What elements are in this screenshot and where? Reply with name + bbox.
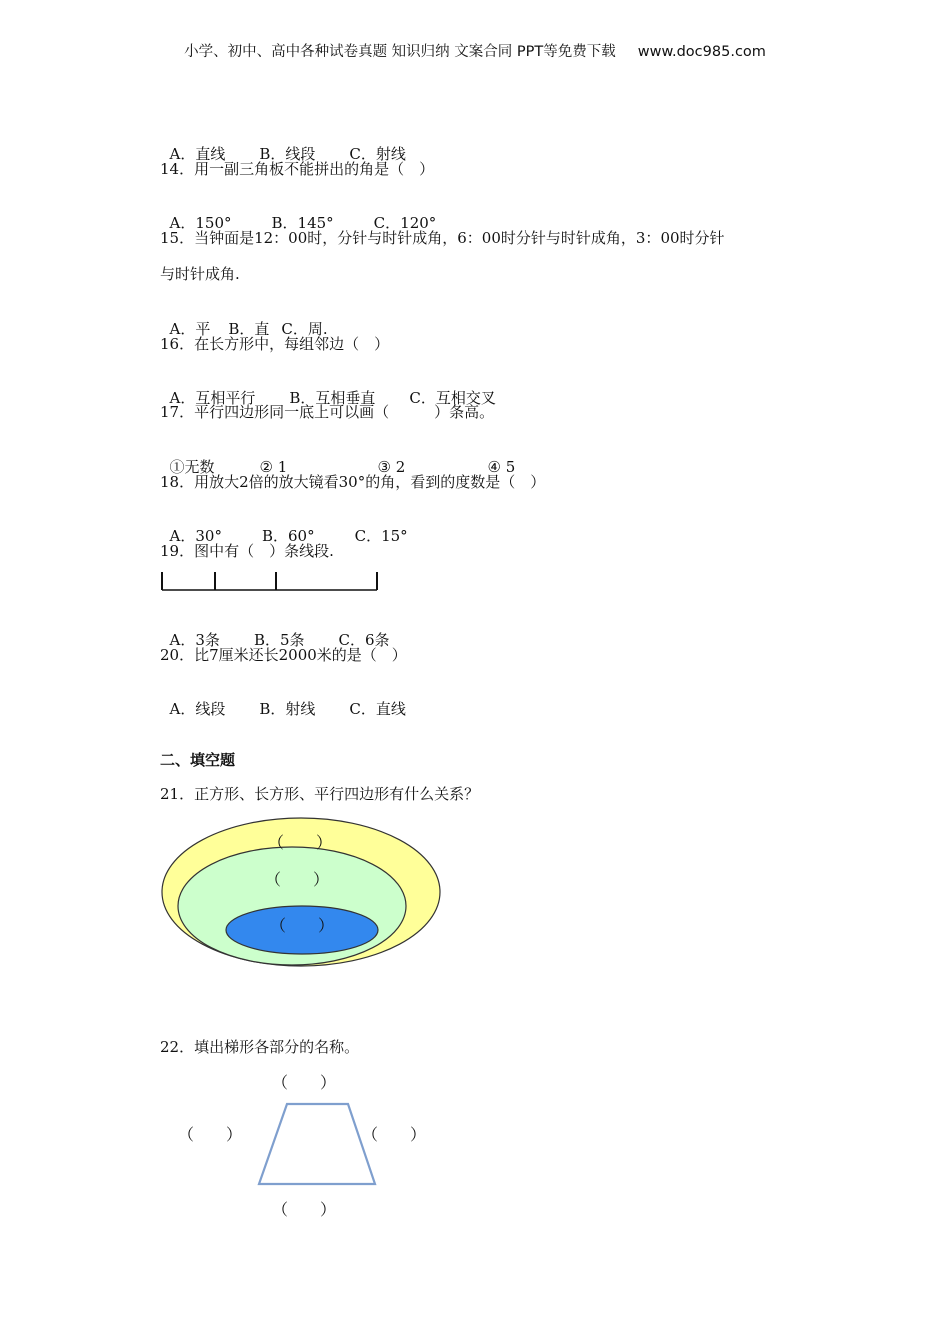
trapezoid xyxy=(259,1104,375,1184)
q18-options xyxy=(160,506,408,546)
question-15-line2: 与时针成角. xyxy=(160,265,240,283)
segment-figure xyxy=(160,570,382,594)
option[interactable]: A．互相平行 xyxy=(169,389,256,407)
question-14: 14．用一副三角板不能拼出的角是（ ） xyxy=(160,160,435,178)
option[interactable]: A．平 xyxy=(169,320,211,338)
header-text: 小学、初中、高中各种试卷真题 知识归纳 文案合同 PPT等免费下载 xyxy=(184,44,616,60)
blank-outer[interactable]: （ ） xyxy=(268,833,333,852)
trapezoid-figure xyxy=(255,1100,379,1188)
option[interactable]: C．射线 xyxy=(349,145,406,163)
q13-options xyxy=(160,124,406,164)
option[interactable]: ①无数 xyxy=(169,458,215,476)
option[interactable]: C．互相交叉 xyxy=(409,389,496,407)
option[interactable]: ② 1 xyxy=(259,458,288,476)
q20-options xyxy=(160,679,406,719)
option[interactable]: C．15° xyxy=(354,527,408,545)
blank-inner[interactable]: （ ） xyxy=(270,916,335,935)
option[interactable]: B．射线 xyxy=(259,700,316,718)
option[interactable]: B．互相垂直 xyxy=(289,389,376,407)
option[interactable]: B．直 xyxy=(228,320,270,338)
option[interactable]: C．6条 xyxy=(338,631,390,649)
question-20: 20．比7厘米还长2000米的是（ ） xyxy=(160,646,407,664)
q19-options xyxy=(160,610,390,650)
option[interactable]: A．3条 xyxy=(169,631,220,649)
option[interactable]: B．5条 xyxy=(253,631,305,649)
question-18: 18．用放大2倍的放大镜看30°的角，看到的度数是（ ） xyxy=(160,473,546,491)
question-21: 21．正方形、长方形、平行四边形有什么关系？ xyxy=(160,785,480,803)
blank-top-base[interactable]: （ ） xyxy=(272,1073,337,1092)
blank-right-leg[interactable]: （ ） xyxy=(362,1125,427,1144)
option[interactable]: C．120° xyxy=(373,214,437,232)
question-19: 19．图中有（ ）条线段. xyxy=(160,542,334,560)
header-site: www.doc985.com xyxy=(637,44,766,60)
option[interactable]: B．145° xyxy=(271,214,334,232)
q17-options xyxy=(160,437,515,477)
option[interactable]: B．线段 xyxy=(259,145,316,163)
option[interactable]: A．30° xyxy=(169,527,222,545)
section-title: 二、填空题 xyxy=(160,751,236,769)
question-22: 22．填出梯形各部分的名称。 xyxy=(160,1038,360,1056)
option[interactable]: A．线段 xyxy=(169,700,226,718)
blank-bottom-base[interactable]: （ ） xyxy=(272,1200,337,1219)
option[interactable]: B．60° xyxy=(261,527,315,545)
question-15-line1: 15．当钟面是12：00时，分针与时针成角，6：00时分针与时针成角，3：00时分针 xyxy=(160,229,725,247)
option[interactable]: A．150° xyxy=(169,214,232,232)
q15-options xyxy=(160,299,328,339)
option[interactable]: ③ 2 xyxy=(377,458,406,476)
blank-middle[interactable]: （ ） xyxy=(265,870,330,889)
option[interactable]: C．直线 xyxy=(349,700,406,718)
q14-options xyxy=(160,193,436,233)
question-17: 17．平行四边形同一底上可以画（ ）条高。 xyxy=(160,403,495,421)
option[interactable]: ④ 5 xyxy=(487,458,516,476)
question-16: 16．在长方形中，每组邻边（ ） xyxy=(160,335,390,353)
page-header xyxy=(0,40,950,61)
option[interactable]: C．周. xyxy=(281,320,328,338)
option[interactable]: A．直线 xyxy=(169,145,226,163)
blank-left-leg[interactable]: （ ） xyxy=(178,1125,243,1144)
